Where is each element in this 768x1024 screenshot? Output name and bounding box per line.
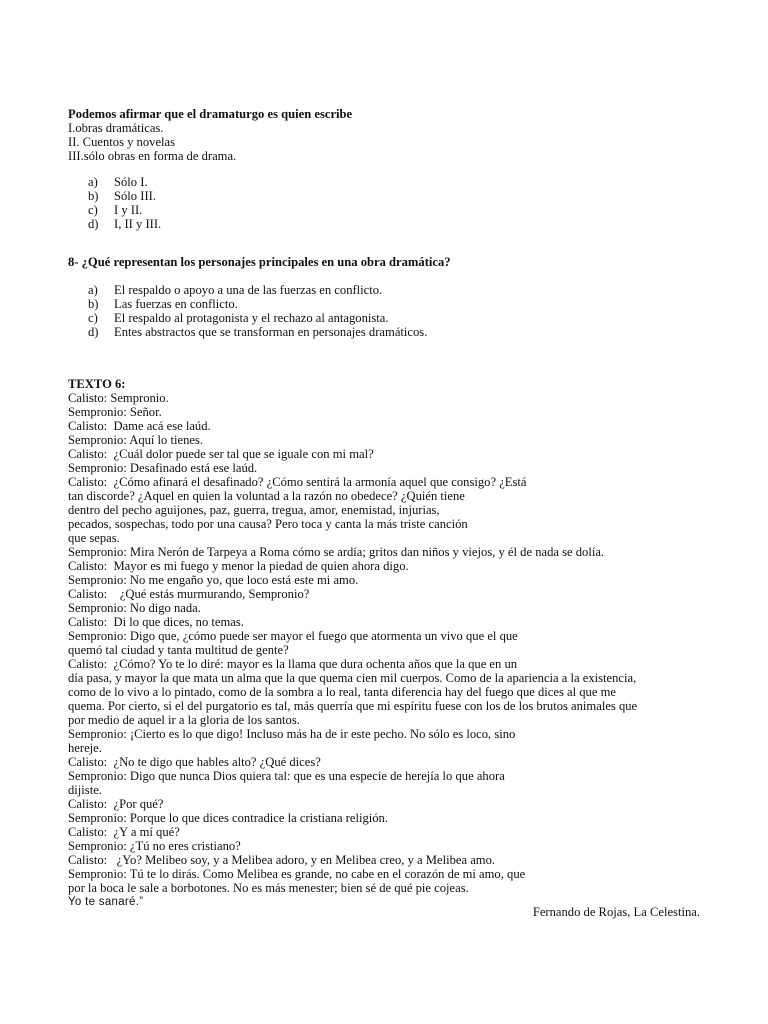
q8-option-b-letter: b) (88, 297, 99, 311)
q7-statement-3: III.sólo obras en forma de drama. (68, 149, 237, 163)
q7-option-d-letter: d) (88, 217, 99, 231)
q7-statement-1: I.obras dramáticas. (68, 121, 164, 135)
q7-option-b-text: Sólo III. (114, 189, 156, 203)
dialogue-line: Calisto: ¿Yo? Melibeo soy, y a Melibea adoro, y en Melibea creo, y a Melibea amo. (68, 853, 496, 867)
dialogue-line: Calisto: ¿Y a mí qué? (68, 825, 180, 839)
dialogue-line: Calisto: Dame acá ese laúd. (68, 419, 211, 433)
dialogue-line: Sempronio: ¿Tú no eres cristiano? (68, 839, 241, 853)
q8-option-d-letter: d) (88, 325, 99, 339)
q7-option-b-letter: b) (88, 189, 99, 203)
dialogue-line: Sempronio: Mira Nerón de Tarpeya a Roma cómo se ardía; gritos dan niños y viejos, y él de nada se dolía. (68, 545, 605, 559)
dialogue-line: por medio de aquel ir a la gloria de los santos. (68, 713, 300, 727)
q7-option-a-letter: a) (88, 175, 98, 189)
dialogue-line: Calisto: ¿Cómo afinará el desafinado? ¿Cómo sentirá la armonía aquel que consigo? ¿Está (68, 475, 527, 489)
dialogue-line: Sempronio: Digo que, ¿cómo puede ser mayor el fuego que atormenta un vivo que el que (68, 629, 518, 643)
q7-question: Podemos afirmar que el dramaturgo es quien escribe (68, 107, 353, 121)
dialogue-line: que sepas. (68, 531, 120, 545)
dialogue-line: dijiste. (68, 783, 102, 797)
q8-option-a-letter: a) (88, 283, 98, 297)
dialogue-line: Calisto: ¿No te digo que hables alto? ¿Qué dices? (68, 755, 321, 769)
dialogue-line: hereje. (68, 741, 102, 755)
dialogue-line: pecados, sospechas, todo por una causa? Pero toca y canta la más triste canción (68, 517, 468, 531)
dialogue-line: Sempronio: Aquí lo tienes. (68, 433, 204, 447)
dialogue-line: Sempronio: No digo nada. (68, 601, 201, 615)
dialogue-line: Calisto: Mayor es mi fuego y menor la piedad de quien ahora digo. (68, 559, 409, 573)
q8-option-c-text: El respaldo al protagonista y el rechazo al antagonista. (114, 311, 389, 325)
dialogue-line: Calisto: Di lo que dices, no temas. (68, 615, 244, 629)
dialogue-line: Yo te sanaré.” (68, 896, 144, 908)
q8-option-d-text: Entes abstractos que se transforman en personajes dramáticos. (114, 325, 428, 339)
dialogue-line: Sempronio: ¡Cierto es lo que digo! Incluso más ha de ir este pecho. No sólo es loco, sino (68, 727, 516, 741)
q7-option-c-text: I y II. (114, 203, 143, 217)
q8-option-c-letter: c) (88, 311, 98, 325)
q7-option-d-text: I, II y III. (114, 217, 162, 231)
dialogue-line: Sempronio: Desafinado está ese laúd. (68, 461, 258, 475)
dialogue-line: Sempronio: No me engaño yo, que loco está este mi amo. (68, 573, 359, 587)
dialogue-line: Sempronio: Tú te lo dirás. Como Melibea es grande, no cabe en el corazón de mi amo, que (68, 867, 526, 881)
dialogue-line: quema. Por cierto, si el del purgatorio es tal, más querría que mi espíritu fuese con los de los brutos animales que (68, 699, 638, 713)
dialogue-line: Calisto: ¿Qué estás murmurando, Sempronio? (68, 587, 310, 601)
dialogue-line: Sempronio: Porque lo que dices contradice la cristiana religión. (68, 811, 388, 825)
q7-option-c-letter: c) (88, 203, 98, 217)
q8-option-a-text: El respaldo o apoyo a una de las fuerzas en conflicto. (114, 283, 383, 297)
dialogue-line: día pasa, y mayor la que mata un alma que la que quema cien mil cuerpos. Como de la apariencia a la existencia, (68, 671, 637, 685)
dialogue-line: Calisto: Sempronio. (68, 391, 169, 405)
dialogue-line: Sempronio: Señor. (68, 405, 162, 419)
texto6-signature: Fernando de Rojas, La Celestina. (532, 905, 700, 919)
q7-statement-2: II. Cuentos y novelas (68, 135, 176, 149)
dialogue-line: dentro del pecho aguijones, paz, guerra, tregua, amor, enemistad, injurias, (68, 503, 440, 517)
q7-option-a-text: Sólo I. (114, 175, 148, 189)
dialogue-line: Calisto: ¿Por qué? (68, 797, 164, 811)
q8-question: 8- ¿Qué representan los personajes principales en una obra dramática? (68, 255, 451, 269)
dialogue-line: Calisto: ¿Cómo? Yo te lo diré: mayor es la llama que dura ochenta años que la que en un (68, 657, 518, 671)
dialogue-line: quemó tal ciudad y tanta multitud de gente? (68, 643, 289, 657)
dialogue-line: Sempronio: Digo que nunca Dios quiera tal: que es una especie de herejía lo que ahora (68, 769, 505, 783)
dialogue-line: por la boca le sale a borbotones. No es más menester; bien sé de qué pie cojeas. (68, 881, 469, 895)
dialogue-line: tan discorde? ¿Aquel en quien la voluntad a la razón no obedece? ¿Quién tiene (68, 489, 465, 503)
texto6-heading: TEXTO 6: (68, 377, 126, 391)
dialogue-line: Calisto: ¿Cuál dolor puede ser tal que se iguale con mi mal? (68, 447, 374, 461)
q8-option-b-text: Las fuerzas en conflicto. (114, 297, 238, 311)
dialogue-line: como de lo vivo a lo pintado, como de la sombra a lo real, tanta diferencia hay del fuego que dices al que me (68, 685, 616, 699)
